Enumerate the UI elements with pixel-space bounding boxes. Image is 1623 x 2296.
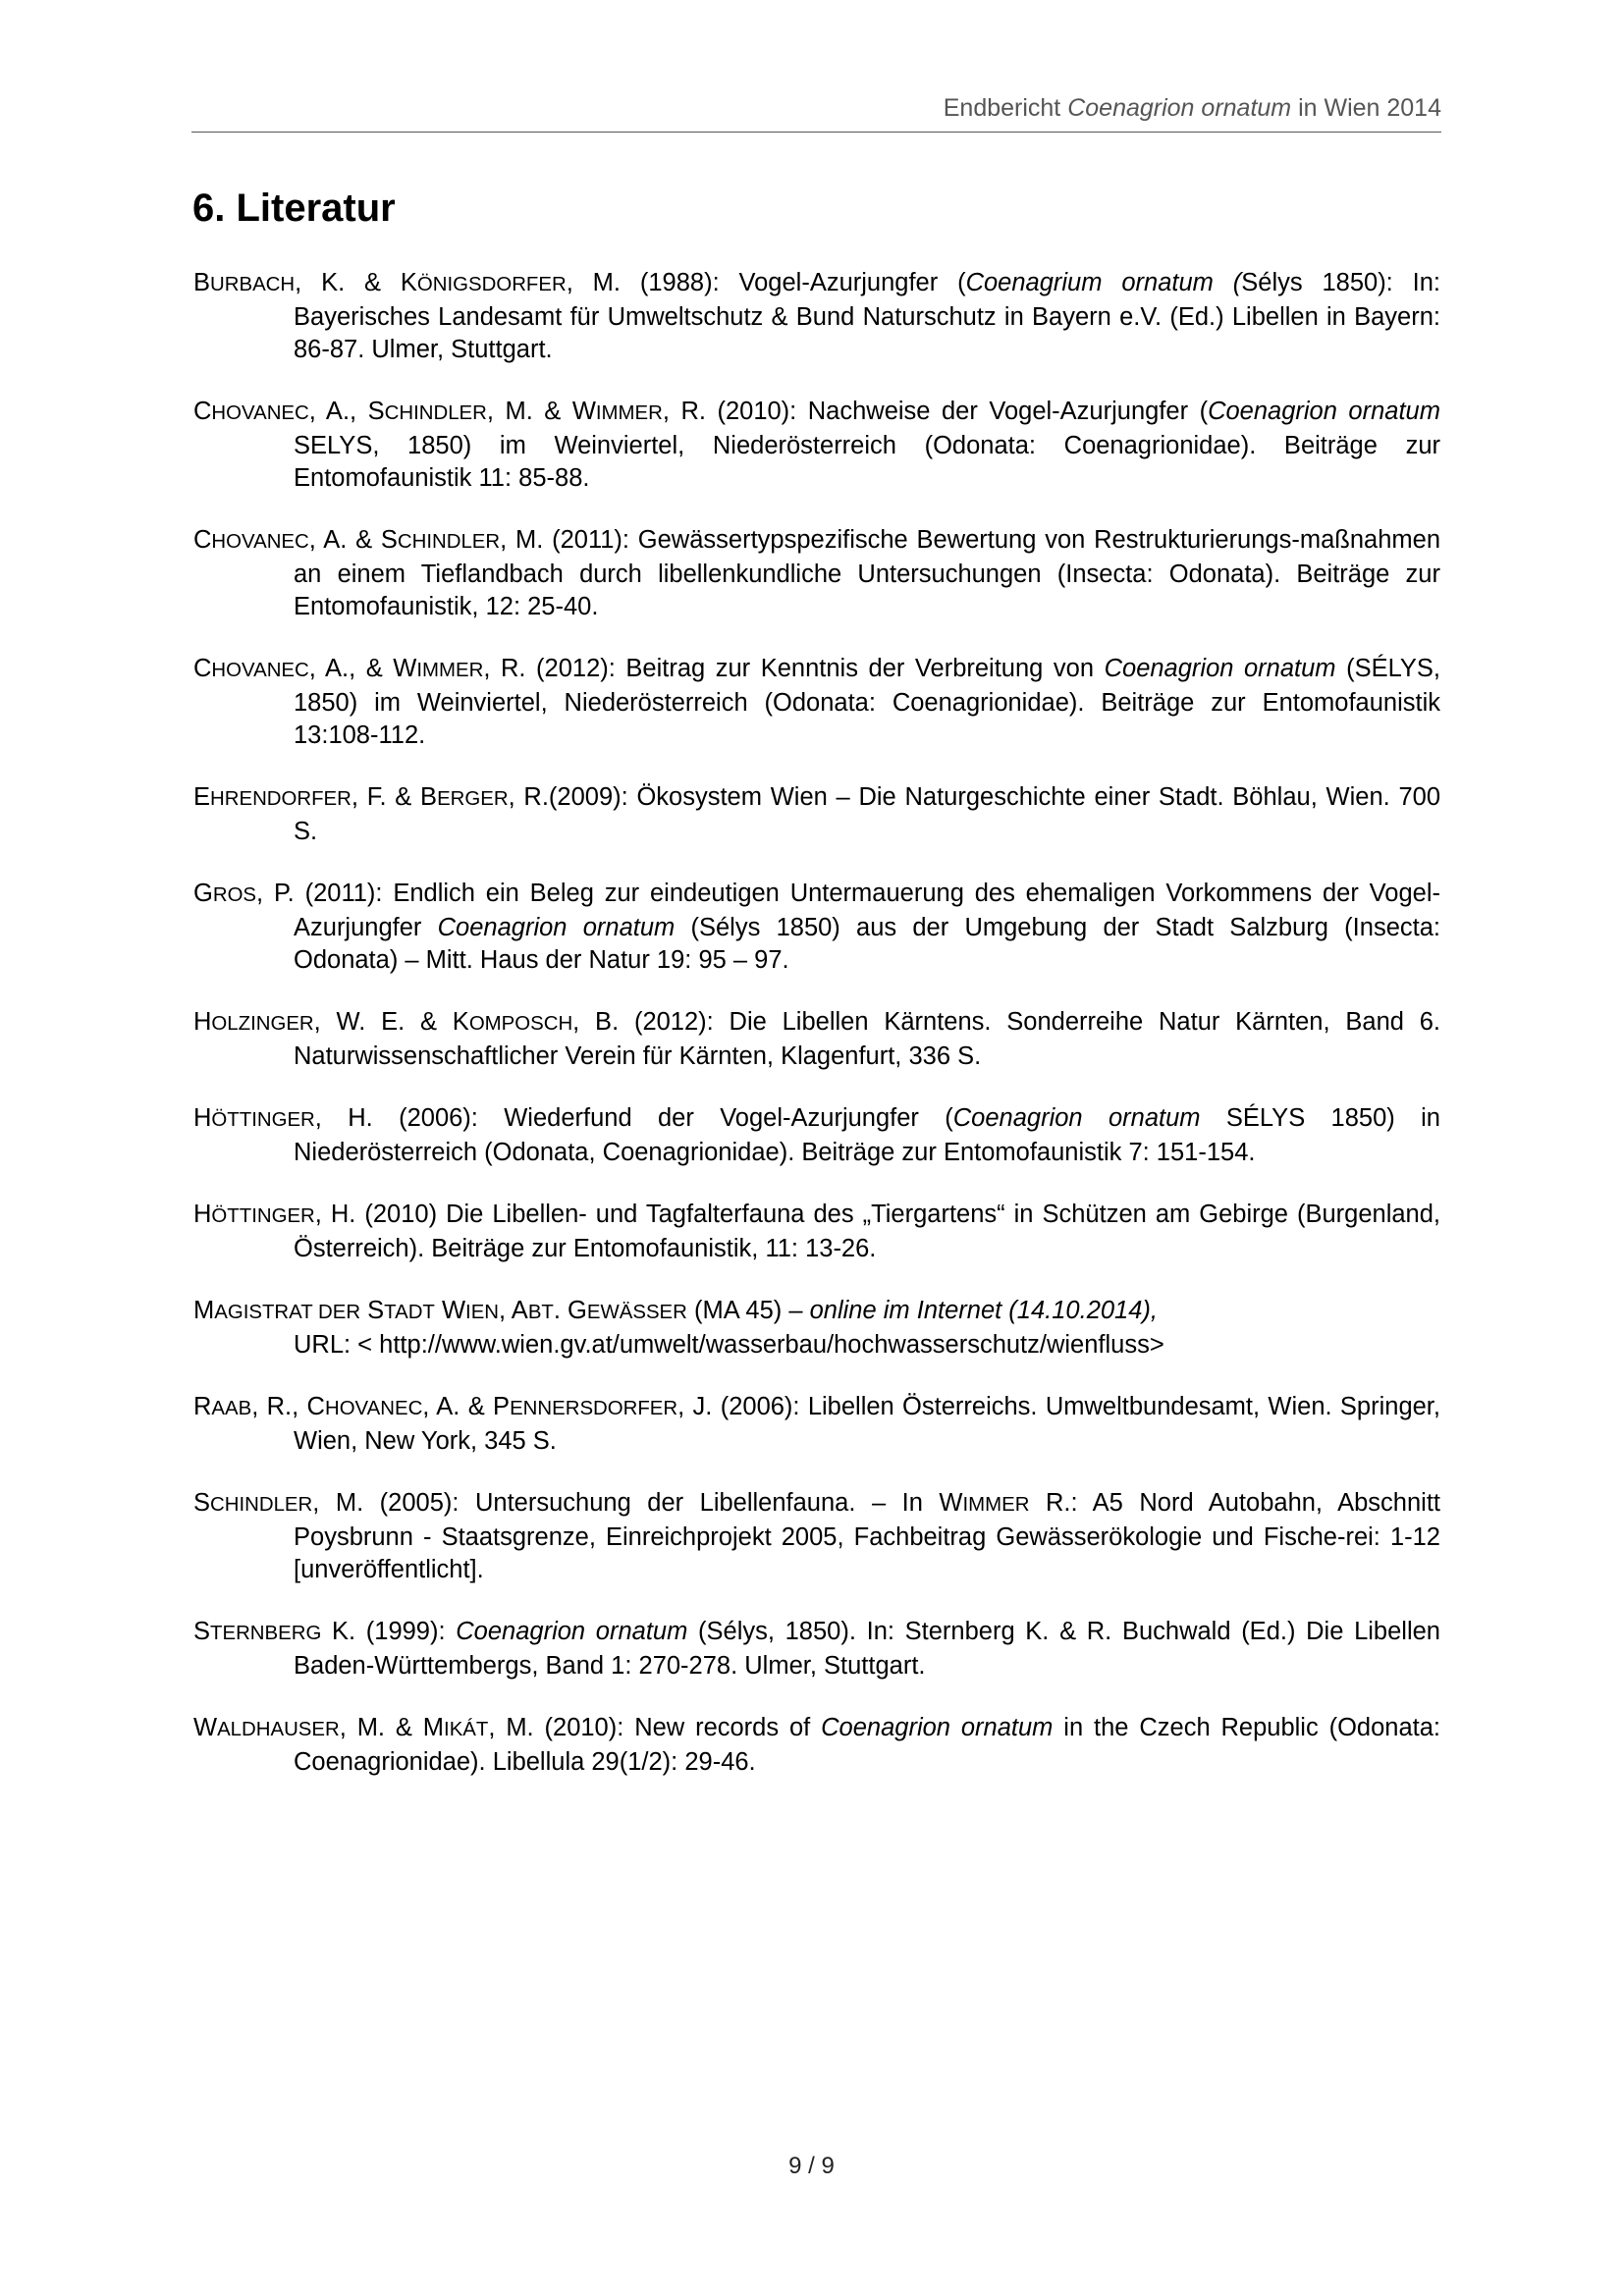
reference-text: . G (553, 1297, 587, 1324)
reference-text: , M. (2010): New records of (488, 1714, 822, 1741)
reference-text: SELYS, 1850) im Weinviertel, Niederösterreich (Odonata: Coenagrionidae). Beiträge zur Entomofaunistik 11: 85-88. (294, 432, 1440, 492)
reference-text: H (193, 1201, 212, 1228)
reference-url: URL: < http://www.wien.gv.at/umwelt/wasserbau/hochwasserschutz/wienfluss> (294, 1331, 1164, 1359)
author-smallcaps: ÖTTINGER (211, 1109, 315, 1131)
reference-text: Sélys 1850): In: Bayerisches Landesamt für Umweltschutz & Bund Naturschutz in Bayern e.V. (Ed.) Libellen in Bayern: 86-87. Ulmer, Stuttgart. (294, 269, 1440, 363)
italic-text: Coenagrion ornatum (1104, 655, 1336, 682)
reference-text: (SÉLYS, 1850) im Weinviertel, Niederösterreich (Odonata: Coenagrionidae). Beiträge zur Entomofaunistik 13:108-112. (294, 655, 1441, 749)
italic-text: online im Internet (14.10.2014), (809, 1297, 1158, 1324)
author-smallcaps: HOVANEC (211, 531, 309, 553)
author-smallcaps: AGISTRAT DER (214, 1302, 361, 1323)
reference-text: (MA 45) – (686, 1297, 810, 1324)
author-smallcaps: HOVANEC (324, 1398, 423, 1419)
italic-text: Coenagrion ornatum (1208, 398, 1440, 425)
author-smallcaps: ROS (212, 884, 257, 906)
author-smallcaps: CHINDLER (384, 402, 487, 424)
reference-entry (193, 781, 1440, 848)
reference-text: G (193, 880, 213, 907)
reference-text: , A. & P (422, 1393, 511, 1420)
reference-text: , A., & W (308, 655, 417, 682)
reference-text: S (193, 1618, 211, 1645)
author-smallcaps: ÖTTINGER (211, 1205, 315, 1227)
reference-text: H (193, 1104, 212, 1132)
reference-text: , M. (2005): Untersuchung der Libellenfauna. – In W (312, 1489, 963, 1517)
author-smallcaps: OLZINGER (211, 1013, 314, 1035)
author-smallcaps: IMMER (595, 402, 663, 424)
author-smallcaps: IMMER (962, 1494, 1030, 1516)
italic-text: Coenagrion ornatum (437, 914, 676, 941)
header-suffix: in Wien 2014 (1291, 94, 1441, 122)
reference-text: , F. & B (351, 783, 438, 811)
section-title: 6. Literatur (192, 187, 396, 230)
reference-entry (193, 878, 1440, 977)
header-species: Coenagrion ornatum (1067, 94, 1292, 122)
reference-entry (193, 1295, 1440, 1362)
reference-text: K. (1999): (321, 1618, 457, 1645)
reference-text: , R. (2012): Beitrag zur Kenntnis der Verbreitung von (483, 655, 1105, 682)
reference-entry (193, 1487, 1440, 1586)
reference-entry (193, 653, 1440, 752)
italic-text: Coenagrion ornatum (456, 1618, 688, 1645)
author-smallcaps: TADT (384, 1302, 435, 1323)
reference-text: E (193, 783, 211, 811)
reference-text: , A (499, 1297, 528, 1324)
reference-text: in the Czech Republic (Odonata: Coenagrionidae). Libellula 29(1/2): 29-46. (294, 1714, 1441, 1776)
reference-text: H (193, 1008, 212, 1036)
reference-text: S (193, 1489, 211, 1517)
author-smallcaps: IEN (465, 1302, 500, 1323)
italic-text: Coenagrium ornatum ( (965, 269, 1242, 296)
reference-text: , A. & S (308, 526, 398, 554)
author-smallcaps: ERGER (437, 788, 509, 810)
running-header (191, 94, 1441, 133)
reference-text: , R., C (251, 1393, 325, 1420)
author-smallcaps: BT (527, 1302, 554, 1323)
reference-text: R.: A5 Nord Autobahn, Abschnitt Poysbrunn - Staatsgrenze, Einreichprojekt 2005, Fachbeitrag Gewässerökologie und Fische-rei: 1-12 [unveröffentlicht]. (294, 1489, 1441, 1583)
reference-entry (193, 1006, 1440, 1073)
author-smallcaps: EWÄSSER (586, 1302, 687, 1323)
reference-entry (193, 1391, 1440, 1458)
author-smallcaps: OMPOSCH (468, 1013, 573, 1035)
author-smallcaps: HOVANEC (211, 402, 309, 424)
italic-text: Coenagrion ornatum (821, 1714, 1054, 1741)
reference-text: B (193, 269, 211, 296)
author-smallcaps: IKÁT (444, 1719, 489, 1740)
header-prefix: Endbericht (943, 94, 1068, 122)
reference-text: , H. (2010) Die Libellen- und Tagfalterfauna des „Tiergartens“ in Schützen am Gebirge (Burgenland, Österreich). Beiträge zur Entomofaunistik, 11: 13-26. (294, 1201, 1440, 1262)
reference-entry (193, 524, 1440, 623)
reference-entry (193, 1102, 1440, 1169)
reference-text: M (193, 1297, 215, 1324)
author-smallcaps: URBACH (210, 274, 296, 295)
reference-text: C (193, 398, 212, 425)
reference-text: C (193, 655, 212, 682)
author-smallcaps: CHINDLER (397, 531, 501, 553)
reference-list (193, 267, 1440, 1808)
reference-text: W (434, 1297, 466, 1324)
reference-text: , R. (2010): Nachweise der Vogel-Azurjungfer ( (662, 398, 1209, 425)
reference-text: , H. (2006): Wiederfund der Vogel-Azurjungfer ( (314, 1104, 953, 1132)
author-smallcaps: IMMER (416, 660, 484, 681)
author-smallcaps: AAB (211, 1398, 252, 1419)
author-smallcaps: TERNBERG (210, 1623, 322, 1644)
author-smallcaps: ALDHAUSER (217, 1719, 340, 1740)
reference-text: , B. (2012): Die Libellen Kärntens. Sonderreihe Natur Kärnten, Band 6. Naturwissenschaftlicher Verein für Kärnten, Klagenfurt, 336 S. (294, 1008, 1440, 1070)
reference-text: , W. E. & K (313, 1008, 469, 1036)
reference-text: S (360, 1297, 385, 1324)
reference-text: , K. & K (295, 269, 417, 296)
reference-text: SÉLYS 1850) in Niederösterreich (Odonata, Coenagrionidae). Beiträge zur Entomofaunistik 7: 151-154. (294, 1104, 1440, 1166)
reference-entry (193, 1199, 1440, 1265)
page-number: 9 / 9 (788, 2153, 835, 2179)
reference-text: , J. (2006): Libellen Österreichs. Umweltbundesamt, Wien. Springer, Wien, New York, 345 S. (294, 1393, 1440, 1455)
reference-text: , M. & M (339, 1714, 445, 1741)
reference-text: , A., S (308, 398, 385, 425)
author-smallcaps: ÖNIGSDORFER (416, 274, 567, 295)
reference-entry (193, 1712, 1440, 1779)
reference-text: , P. (2011): Endlich ein Beleg zur eindeutigen Untermauerung des ehemaligen Vorkommens der Vogel-Azurjungfer (256, 880, 1440, 941)
reference-text: , M. & W (486, 398, 596, 425)
author-smallcaps: HRENDORFER (210, 788, 352, 810)
header-text (944, 94, 1441, 123)
author-smallcaps: ENNERSDORFER (510, 1398, 678, 1419)
reference-entry (193, 1616, 1440, 1682)
reference-text: , M. (2011): Gewässertypspezifische Bewertung von Restrukturierungs-maßnahmen an einem Tieflandbach durch libellenkundliche Untersuchungen (Insecta: Odonata). Beiträge zur Entomofaunistik, 12: 25-40. (294, 526, 1440, 620)
italic-text: Coenagrion ornatum (952, 1104, 1201, 1132)
reference-text: (Sélys 1850) aus der Umgebung der Stadt Salzburg (Insecta: Odonata) – Mitt. Haus der Natur 19: 95 – 97. (294, 914, 1440, 974)
reference-text: C (193, 526, 212, 554)
reference-text: , R.(2009): Ökosystem Wien – Die Naturgeschichte einer Stadt. Böhlau, Wien. 700 S. (294, 783, 1440, 845)
reference-entry (193, 396, 1440, 495)
reference-text: , M. (1988): Vogel-Azurjungfer ( (566, 269, 966, 296)
author-smallcaps: HOVANEC (211, 660, 309, 681)
reference-text: R (193, 1393, 212, 1420)
author-smallcaps: CHINDLER (210, 1494, 313, 1516)
reference-text: W (193, 1714, 218, 1741)
reference-text: (Sélys, 1850). In: Sternberg K. & R. Buchwald (Ed.) Die Libellen Baden-Württembergs, Band 1: 270-278. Ulmer, Stuttgart. (294, 1618, 1440, 1680)
reference-entry (193, 267, 1440, 366)
